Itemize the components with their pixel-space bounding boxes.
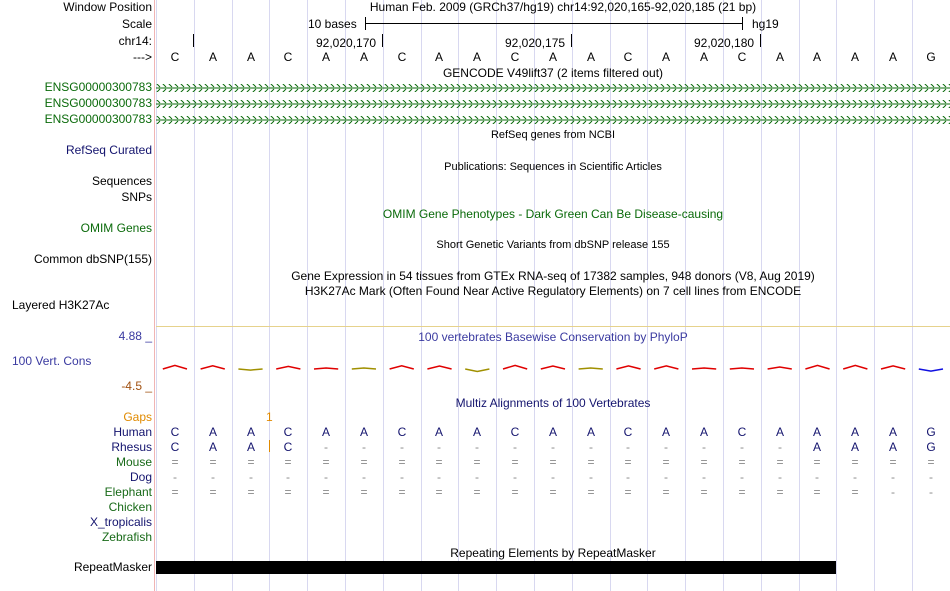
coord-tick-1	[382, 34, 383, 47]
repeatmasker-element[interactable]	[156, 561, 836, 574]
gencode-gene-features[interactable]	[156, 80, 950, 128]
alignment-base: C	[283, 425, 293, 439]
track-label-column	[0, 0, 154, 591]
reference-base: A	[359, 50, 368, 64]
alignment-base: =	[209, 455, 217, 469]
alignment-base: A	[208, 425, 217, 439]
alignment-base: =	[322, 455, 330, 469]
coord-tick-label-3: 92,020,180	[694, 36, 755, 50]
phylop-score-mark	[427, 366, 451, 369]
alignment-base: -	[778, 470, 782, 484]
alignment-base: =	[776, 485, 784, 499]
alignment-base: -	[362, 470, 366, 484]
alignment-base: =	[813, 485, 821, 499]
phylop-score-mark	[654, 366, 678, 369]
phylop-track-label[interactable]: 100 Vert. Cons	[12, 354, 92, 368]
repeatmasker-track-title: Repeating Elements by RepeatMasker	[450, 546, 656, 560]
phylop-score-mark	[919, 369, 943, 371]
gaps-label[interactable]: Gaps	[123, 410, 152, 424]
alignment-base: =	[284, 455, 292, 469]
species-label-elephant[interactable]: Elephant	[104, 485, 152, 499]
alignment-base: -	[702, 440, 706, 454]
alignment-base: -	[740, 440, 744, 454]
alignment-base: =	[171, 455, 179, 469]
alignment-base: -	[778, 440, 782, 454]
alignment-base: A	[850, 440, 859, 454]
refseq-track-title: RefSeq genes from NCBI	[490, 129, 616, 141]
phylop-min-label: -4.5 _	[121, 379, 152, 393]
repeatmasker-label[interactable]: RepeatMasker	[73, 560, 152, 574]
alignment-base: =	[473, 485, 481, 499]
alignment-base: A	[699, 425, 708, 439]
alignment-base: -	[589, 470, 593, 484]
phylop-track-title: 100 vertebrates Basewise Conservation by PhyloP	[418, 330, 688, 344]
h3k27ac-track-title: H3K27Ac Mark (Often Found Near Active Regulatory Elements) on 7 cell lines from ENCODE	[304, 284, 802, 298]
alignment-base: =	[511, 485, 519, 499]
phylop-score-mark	[616, 366, 640, 369]
phylop-conservation-plot[interactable]	[156, 345, 950, 390]
alignment-base: -	[664, 440, 668, 454]
reference-base: A	[775, 50, 784, 64]
coord-tick-0	[193, 34, 194, 47]
reference-base: A	[586, 50, 595, 64]
alignment-base: C	[397, 425, 407, 439]
omim-genes-label[interactable]: OMIM Genes	[80, 221, 152, 235]
alignment-base: -	[324, 440, 328, 454]
alignment-base: -	[891, 470, 895, 484]
alignment-base: -	[551, 470, 555, 484]
reference-base: A	[246, 50, 255, 64]
gencode-item-1[interactable]: ENSG00000300783	[44, 80, 152, 94]
reference-base: A	[472, 50, 481, 64]
gap-indicator	[269, 440, 270, 452]
window-position-label: Window Position	[63, 0, 152, 14]
reference-base: A	[850, 50, 859, 64]
phylop-score-mark	[503, 365, 527, 369]
scale-bar-right-tick	[742, 17, 743, 30]
alignment-base: C	[283, 440, 293, 454]
label-separator	[154, 0, 155, 591]
common-dbsnp-label[interactable]: Common dbSNP(155)	[33, 252, 152, 266]
species-label-dog[interactable]: Dog	[129, 470, 152, 484]
phylop-max-label: 4.88 _	[118, 329, 152, 343]
alignment-base: -	[513, 470, 517, 484]
alignment-base: -	[475, 440, 479, 454]
gaps-marker: 1	[266, 410, 273, 424]
phylop-score-mark	[730, 368, 754, 369]
reference-base: C	[623, 50, 633, 64]
alignment-base: -	[173, 470, 177, 484]
alignment-base: G	[926, 440, 936, 454]
alignment-base: -	[551, 440, 555, 454]
scale-assembly: hg19	[752, 17, 779, 31]
alignment-base: -	[437, 470, 441, 484]
alignment-base: A	[321, 425, 330, 439]
alignment-base: -	[362, 440, 366, 454]
alignment-base: -	[815, 470, 819, 484]
alignment-base: =	[284, 485, 292, 499]
phylop-score-mark	[692, 368, 716, 369]
phylop-score-mark	[843, 365, 867, 369]
alignment-base: =	[851, 455, 859, 469]
alignment-base: =	[624, 485, 632, 499]
gencode-track-title: GENCODE V49lift37 (2 items filtered out)	[442, 66, 664, 80]
alignment-base: C	[737, 425, 747, 439]
alignment-base: -	[740, 470, 744, 484]
alignment-base: -	[400, 470, 404, 484]
alignment-base: C	[623, 425, 633, 439]
alignment-base: =	[435, 455, 443, 469]
alignment-base: A	[548, 425, 557, 439]
alignment-base: =	[700, 455, 708, 469]
alignment-base: A	[472, 425, 481, 439]
alignment-base: A	[888, 425, 897, 439]
alignment-base: =	[927, 455, 935, 469]
alignment-base: =	[662, 485, 670, 499]
alignment-base: =	[247, 455, 255, 469]
reference-base: C	[737, 50, 747, 64]
alignment-base: =	[171, 485, 179, 499]
alignment-base: =	[889, 455, 897, 469]
alignment-base: -	[211, 470, 215, 484]
reference-base: A	[434, 50, 443, 64]
alignment-base: -	[664, 470, 668, 484]
multiz-track-title: Multiz Alignments of 100 Vertebrates	[455, 396, 651, 410]
alignment-base: A	[246, 440, 255, 454]
gencode-feature-1[interactable]	[156, 84, 950, 92]
alignment-base: A	[359, 425, 368, 439]
alignment-base: =	[700, 485, 708, 499]
phylop-score-mark	[352, 368, 376, 369]
species-label-mouse[interactable]: Mouse	[115, 455, 152, 469]
coord-tick-3	[760, 34, 761, 47]
reference-base: G	[926, 50, 936, 64]
coord-tick-label-1: 92,020,170	[316, 36, 377, 50]
snps-label[interactable]: SNPs	[121, 190, 152, 204]
reference-base: A	[812, 50, 821, 64]
alignment-base: =	[209, 485, 217, 499]
alignment-base: =	[587, 485, 595, 499]
alignment-base: -	[853, 470, 857, 484]
reference-base: A	[699, 50, 708, 64]
gencode-feature-3[interactable]	[156, 116, 950, 124]
track-image-area[interactable]	[156, 0, 950, 591]
alignment-base: A	[434, 425, 443, 439]
alignment-base: C	[170, 440, 180, 454]
alignment-base: =	[624, 455, 632, 469]
alignment-base: C	[510, 425, 520, 439]
alignment-base: =	[776, 455, 784, 469]
alignment-base: -	[589, 440, 593, 454]
phylop-score-mark	[768, 367, 792, 369]
reference-base: C	[283, 50, 293, 64]
species-label-zebrafish[interactable]: Zebrafish	[101, 530, 152, 544]
position-text: Human Feb. 2009 (GRCh37/hg19) chr14:92,020,165-92,020,185 (21 bp)	[369, 0, 757, 14]
alignment-base: G	[926, 425, 936, 439]
alignment-base: =	[398, 455, 406, 469]
alignment-base: -	[249, 470, 253, 484]
phylop-score-mark	[881, 366, 905, 369]
phylop-score-mark	[541, 366, 565, 369]
sequences-label[interactable]: Sequences	[91, 174, 152, 188]
alignment-base: =	[738, 485, 746, 499]
scale-bar-text: 10 bases	[308, 17, 357, 31]
alignment-base: =	[511, 455, 519, 469]
reference-base: A	[661, 50, 670, 64]
reference-base: C	[397, 50, 407, 64]
alignment-base: =	[247, 485, 255, 499]
reference-base: A	[321, 50, 330, 64]
alignment-base: A	[812, 425, 821, 439]
scale-label: Scale	[121, 17, 152, 31]
chrom-label: chr14:	[118, 34, 152, 48]
alignment-base: A	[208, 440, 217, 454]
phylop-score-mark	[465, 369, 489, 371]
alignment-base: =	[549, 485, 557, 499]
alignment-base: -	[400, 440, 404, 454]
alignment-base: =	[322, 485, 330, 499]
species-label-human[interactable]: Human	[113, 425, 152, 439]
species-label-rhesus[interactable]: Rhesus	[111, 440, 152, 454]
phylop-score-mark	[579, 368, 603, 369]
reference-base: C	[510, 50, 520, 64]
species-label-x_tropicalis[interactable]: X_tropicalis	[89, 515, 152, 529]
dbsnp-track-title: Short Genetic Variants from dbSNP release 155	[436, 239, 670, 251]
alignment-base: A	[888, 440, 897, 454]
alignment-base: -	[626, 440, 630, 454]
alignment-base: =	[587, 455, 595, 469]
alignment-base: A	[850, 425, 859, 439]
alignment-base: A	[812, 440, 821, 454]
alignment-base: -	[513, 440, 517, 454]
alignment-base: -	[626, 470, 630, 484]
refseq-curated-label[interactable]: RefSeq Curated	[65, 143, 152, 157]
layered-h3k27ac-label[interactable]: Layered H3K27Ac	[12, 298, 110, 312]
alignment-base: =	[360, 485, 368, 499]
alignment-base: A	[586, 425, 595, 439]
alignment-base: A	[775, 425, 784, 439]
reference-base: A	[548, 50, 557, 64]
gencode-item-2[interactable]: ENSG00000300783	[44, 96, 152, 110]
alignment-base: =	[813, 455, 821, 469]
phylop-score-mark	[805, 365, 829, 369]
alignment-base: =	[473, 455, 481, 469]
alignment-base: =	[738, 455, 746, 469]
phylop-score-mark	[163, 365, 187, 369]
publications-track-title: Publications: Sequences in Scientific Articles	[444, 161, 662, 173]
alignment-base: =	[398, 485, 406, 499]
alignment-base: =	[851, 485, 859, 499]
phylop-score-mark	[238, 369, 262, 370]
coord-tick-2	[571, 34, 572, 47]
scale-bar-line	[365, 23, 742, 24]
alignment-base: -	[437, 440, 441, 454]
reference-base: A	[208, 50, 217, 64]
phylop-score-mark	[201, 366, 225, 369]
gencode-item-3[interactable]: ENSG00000300783	[44, 112, 152, 126]
alignment-base: A	[661, 425, 670, 439]
alignment-base: =	[662, 455, 670, 469]
alignment-base: -	[929, 470, 933, 484]
alignment-base: -	[324, 470, 328, 484]
reference-base: C	[170, 50, 180, 64]
alignment-base: C	[170, 425, 180, 439]
phylop-top-border	[156, 326, 950, 327]
gencode-feature-2[interactable]	[156, 100, 950, 108]
reference-base: A	[888, 50, 897, 64]
species-label-chicken[interactable]: Chicken	[108, 500, 152, 514]
alignment-base: -	[702, 470, 706, 484]
alignment-base: -	[929, 485, 933, 499]
omim-track-title: OMIM Gene Phenotypes - Dark Green Can Be Disease-causing	[382, 207, 724, 221]
phylop-score-mark	[276, 366, 300, 369]
alignment-base: -	[286, 470, 290, 484]
strand-label: --->	[133, 50, 152, 64]
alignment-base: -	[475, 470, 479, 484]
phylop-score-mark	[390, 366, 414, 369]
phylop-score-mark	[314, 368, 338, 369]
gtex-track-title: Gene Expression in 54 tissues from GTEx RNA-seq of 17382 samples, 948 donors (V8, Aug 2019)	[291, 269, 815, 283]
alignment-base: =	[549, 455, 557, 469]
alignment-base: =	[360, 455, 368, 469]
alignment-base: A	[246, 425, 255, 439]
alignment-base: -	[891, 485, 895, 499]
coord-tick-label-2: 92,020,175	[505, 36, 566, 50]
alignment-base: =	[435, 485, 443, 499]
